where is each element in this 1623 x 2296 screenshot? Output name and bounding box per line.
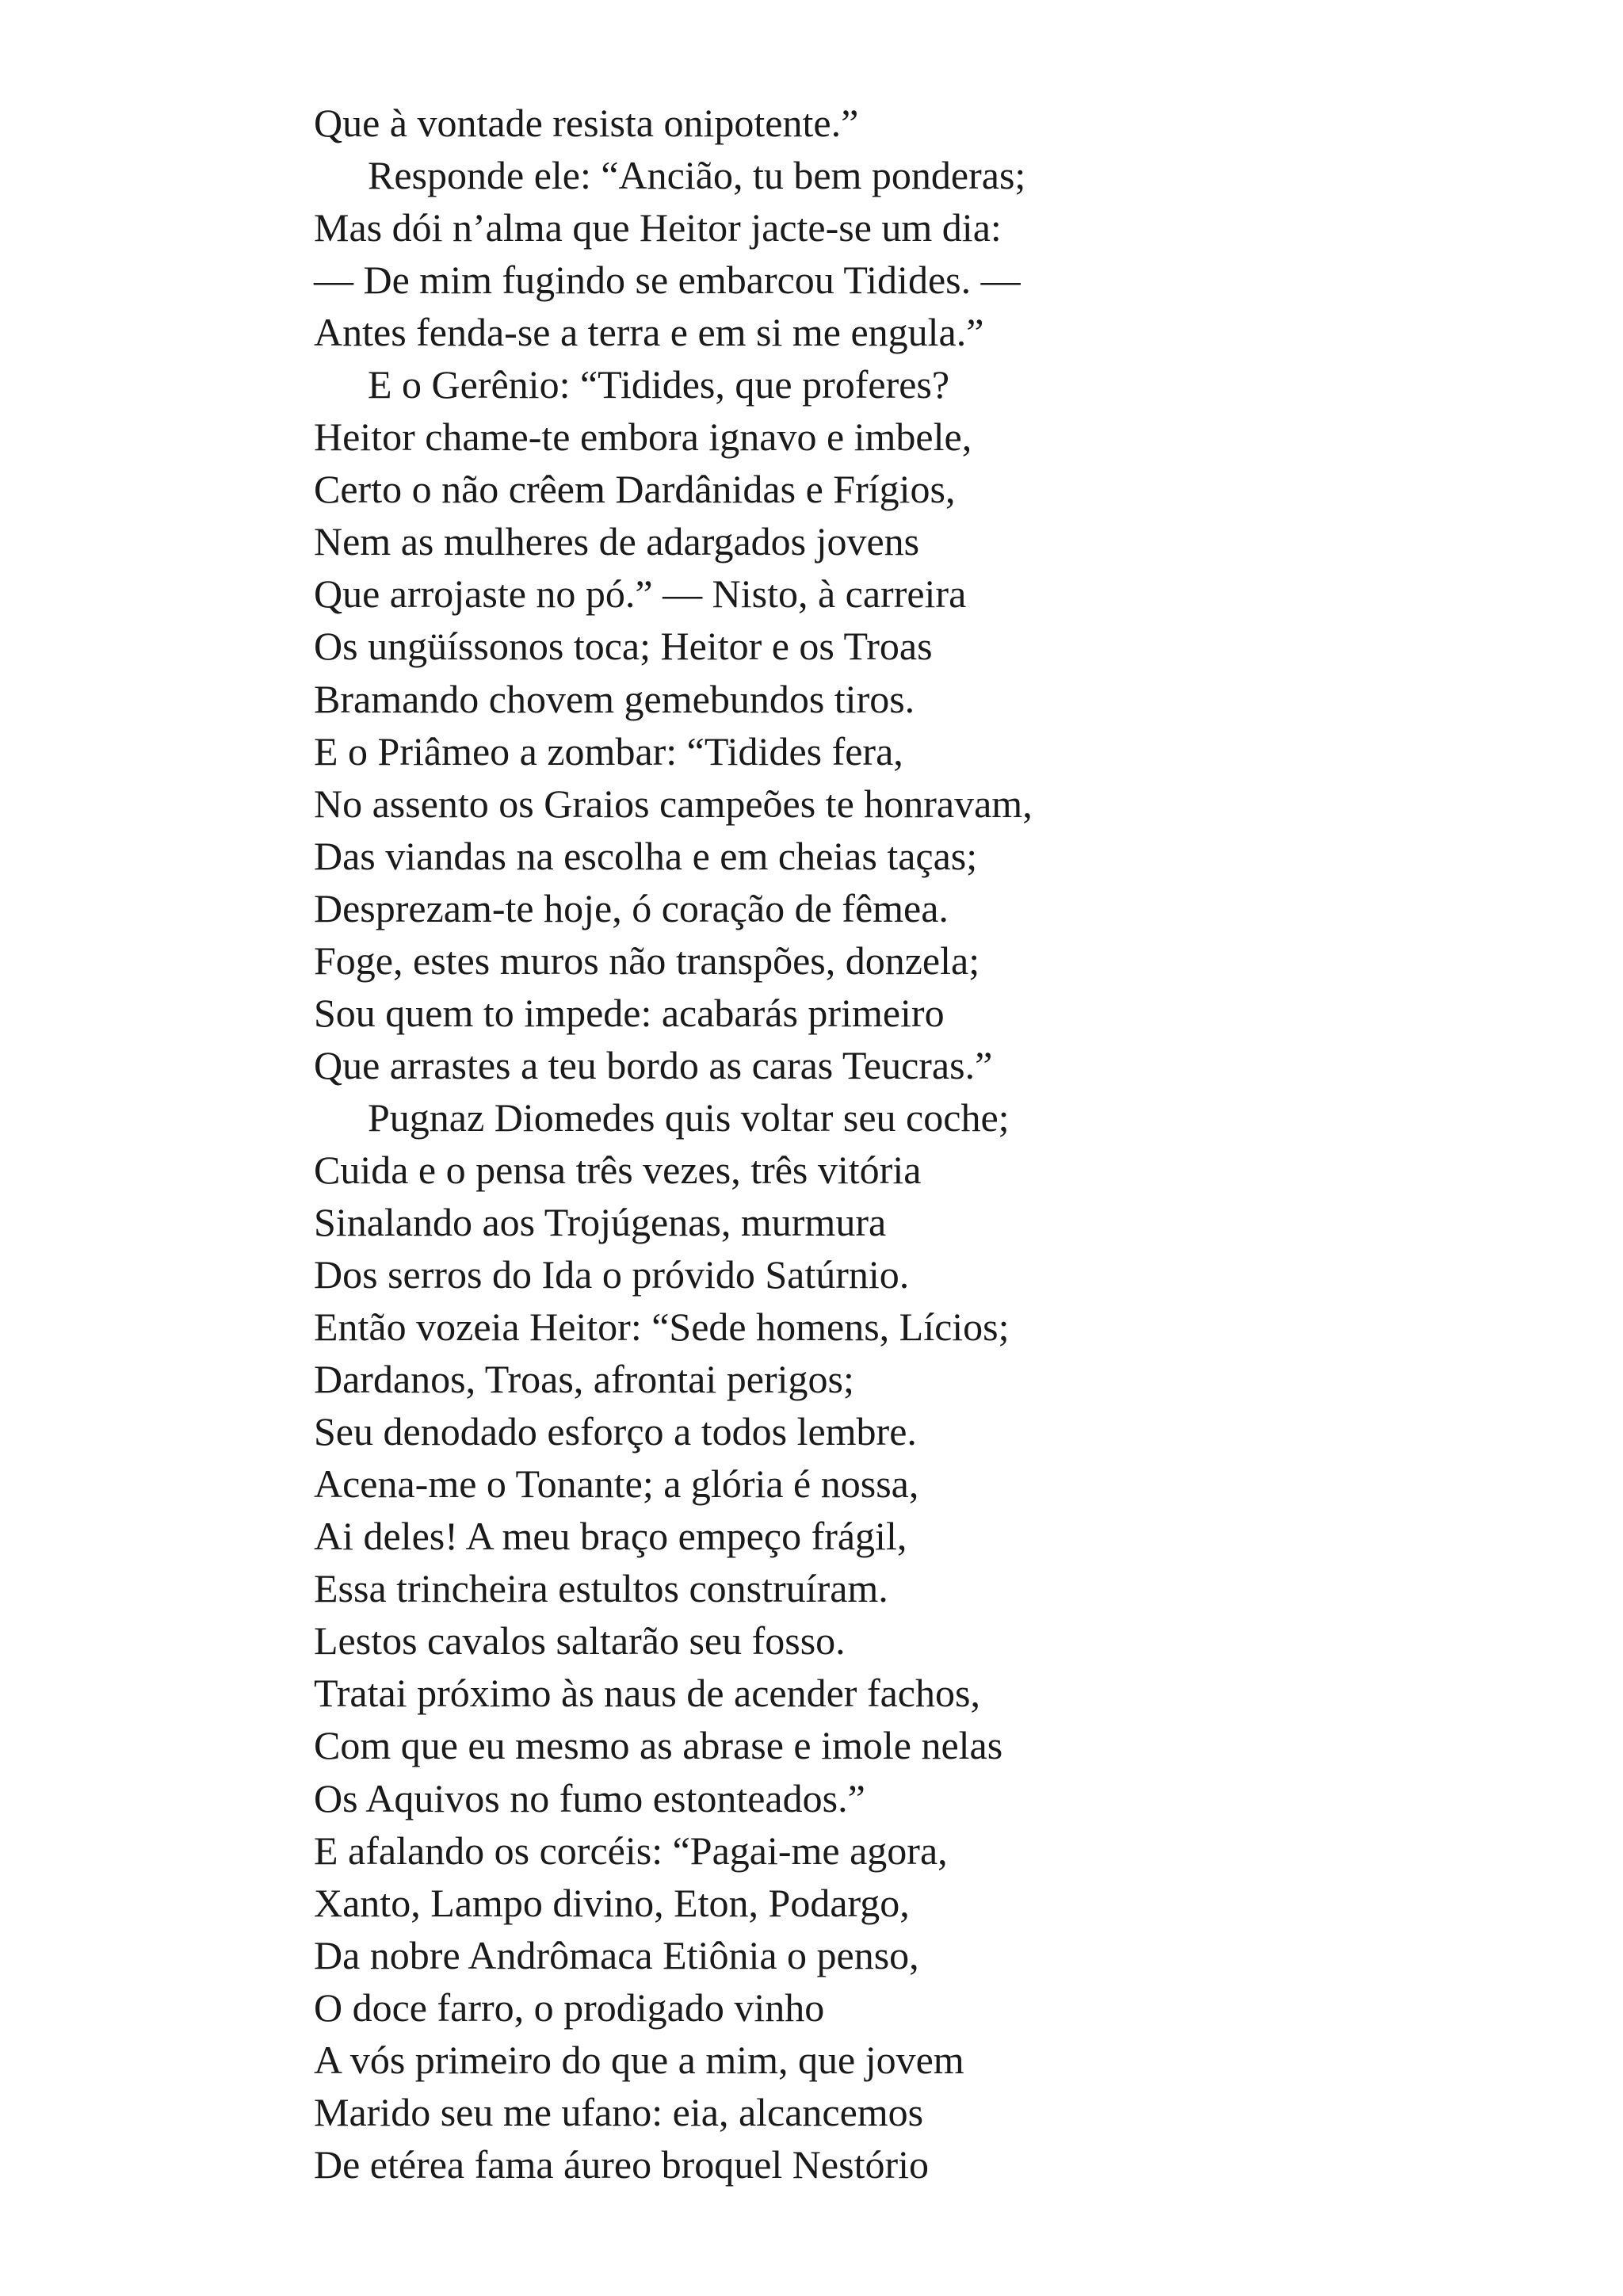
verse-line: Das viandas na escolha e em cheias taças; xyxy=(314,833,978,878)
verse-line: E o Priâmeo a zombar: “Tidides fera, xyxy=(314,728,903,774)
verse-line: Sou quem to impede: acabarás primeiro xyxy=(314,990,945,1035)
verse-line: Dos serros do Ida o próvido Satúrnio. xyxy=(314,1252,910,1297)
poem-text xyxy=(314,97,1503,2191)
verse-line: Nem as mulheres de adargados jovens xyxy=(314,519,920,564)
verse-line: Com que eu mesmo as abrase e imole nelas xyxy=(314,1723,1003,1768)
verse-line: Responde ele: “Ancião, tu bem ponderas; xyxy=(368,153,1026,198)
verse-line: O doce farro, o prodigado vinho xyxy=(314,1985,825,2030)
verse-line: Bramando chovem gemebundos tiros. xyxy=(314,676,915,721)
verse-line: Da nobre Andrômaca Etiônia o penso, xyxy=(314,1932,919,1977)
verse-line: Os ungüíssonos toca; Heitor e os Troas xyxy=(314,624,933,669)
verse-line: Que arrastes a teu bordo as caras Teucras.” xyxy=(314,1042,993,1087)
verse-line: A vós primeiro do que a mim, que jovem xyxy=(314,2037,964,2082)
verse-line: Seu denodado esforço a todos lembre. xyxy=(314,1409,917,1454)
verse-line: Cuida e o pensa três vezes, três vitória xyxy=(314,1147,922,1192)
verse-line: Então vozeia Heitor: “Sede homens, Lícios; xyxy=(314,1305,1010,1350)
verse-line: De etérea fama áureo broquel Nestório xyxy=(314,2141,930,2187)
verse-line: No assento os Graios campeões te honravam, xyxy=(314,781,1033,826)
verse-line: E o Gerênio: “Tidides, que proferes? xyxy=(368,362,950,407)
verse-line: E afalando os corcéis: “Pagai-me agora, xyxy=(314,1828,948,1873)
verse-line: Os Aquivos no fumo estonteados.” xyxy=(314,1775,865,1820)
verse-line: — De mim fugindo se embarcou Tidides. — xyxy=(314,258,1021,303)
verse-line: Que à vontade resista onipotente.” xyxy=(314,101,859,145)
verse-line: Pugnaz Diomedes quis voltar seu coche; xyxy=(368,1095,1010,1140)
verse-line: Desprezam-te hoje, ó coração de fêmea. xyxy=(314,885,949,930)
verse-line: Acena-me o Tonante; a glória é nossa, xyxy=(314,1461,919,1507)
verse-line: Que arrojaste no pó.” — Nisto, à carreira xyxy=(314,571,967,617)
verse-line: Certo o não crêem Dardânidas e Frígios, xyxy=(314,467,956,512)
verse-line: Sinalando aos Trojúgenas, murmura xyxy=(314,1199,887,1244)
verse-line: Heitor chame-te embora ignavo e imbele, xyxy=(314,415,972,460)
verse-line: Tratai próximo às naus de acender fachos, xyxy=(314,1671,980,1716)
verse-line: Foge, estes muros não transpões, donzela; xyxy=(314,938,980,983)
verse-line: Dardanos, Troas, afrontai perigos; xyxy=(314,1357,854,1402)
verse-line: Ai deles! A meu braço empeço frágil, xyxy=(314,1514,907,1559)
verse-line: Mas dói n’alma que Heitor jacte-se um dia: xyxy=(314,205,1002,250)
verse-line: Marido seu me ufano: eia, alcancemos xyxy=(314,2089,924,2134)
verse-line: Essa trincheira estultos construíram. xyxy=(314,1566,888,1611)
verse-line: Antes fenda-se a terra e em si me engula.” xyxy=(314,310,984,355)
verse-line: Xanto, Lampo divino, Eton, Podargo, xyxy=(314,1880,910,1925)
verse-line: Lestos cavalos saltarão seu fosso. xyxy=(314,1618,846,1664)
